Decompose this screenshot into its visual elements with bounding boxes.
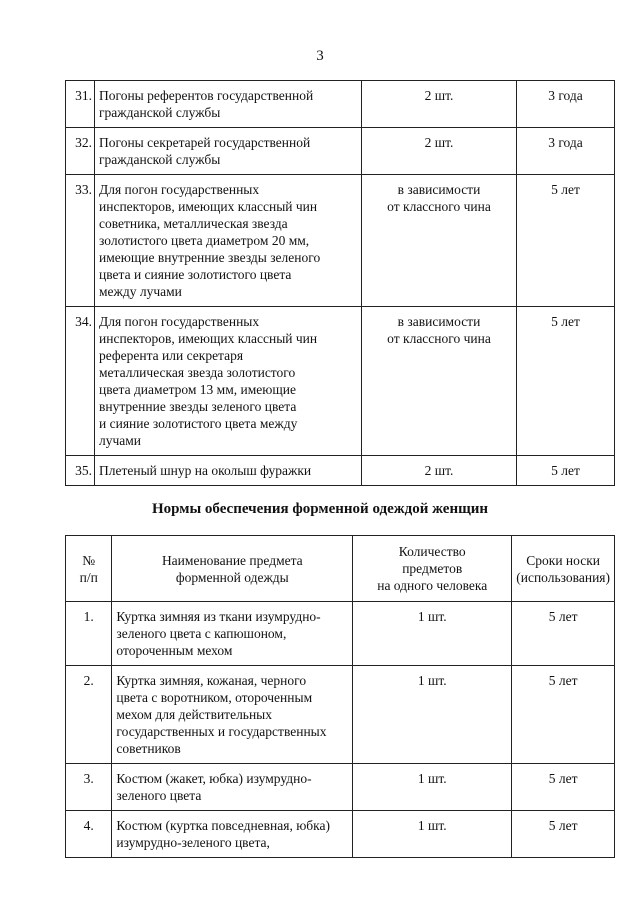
item-quantity-text: 2 шт. [424, 88, 454, 103]
header-number-text: № п/п [79, 552, 98, 585]
page-number: 3 [316, 48, 324, 64]
item-name [95, 175, 362, 307]
item-name-text: Костюм (куртка повседневная, юбка) изумрудно-зеленого цвета, [116, 818, 331, 850]
item-name-text: Погоны референтов государственной гражданской службы [99, 88, 314, 120]
row-number: 4. [66, 811, 112, 858]
item-quantity-text: в зависимости от классного чина [387, 314, 491, 346]
item-quantity: 1 шт. [353, 666, 512, 764]
item-name-text: Для погон государственных инспекторов, имеющих классный чин референта или секретаря металлическая звезда золотистого цвета диаметром 13 мм, имеющие внутренние звезды зеленого цвета и сияние золотистого цвета между лучами [99, 314, 318, 448]
header-name [112, 536, 353, 602]
header-term-text: Сроки носки (использования) [516, 552, 610, 585]
row-number: 31. [66, 81, 95, 128]
item-quantity-text: в зависимости от классного чина [387, 182, 491, 214]
header-quantity [353, 536, 512, 602]
row-number: 32. [66, 128, 95, 175]
item-name [95, 81, 362, 128]
item-quantity-text: 2 шт. [424, 135, 454, 150]
item-name [95, 456, 362, 486]
item-name-text: Куртка зимняя, кожаная, черного цвета с воротником, отороченным мехом для действительных государственных и государственных советников [116, 673, 327, 756]
table-row [66, 456, 615, 486]
table-row [66, 307, 615, 456]
item-name [95, 307, 362, 456]
item-quantity: 1 шт. [353, 602, 512, 666]
table-row [66, 602, 615, 666]
header-term [512, 536, 615, 602]
table-row [66, 811, 615, 858]
item-term: 5 лет [517, 307, 615, 456]
item-quantity [362, 456, 517, 486]
table-row [66, 764, 615, 811]
item-term: 5 лет [512, 666, 615, 764]
table-row [66, 175, 615, 307]
row-number: 34. [66, 307, 95, 456]
table-row [66, 81, 615, 128]
row-number: 33. [66, 175, 95, 307]
item-quantity [362, 307, 517, 456]
header-name-text: Наименование предмета форменной одежды [161, 552, 303, 585]
item-quantity [362, 81, 517, 128]
item-quantity: 1 шт. [353, 811, 512, 858]
item-quantity [362, 175, 517, 307]
item-term: 5 лет [517, 456, 615, 486]
section-heading: Нормы обеспечения форменной одеждой женщин [151, 501, 489, 517]
table-header-row [66, 536, 615, 602]
item-name-text: Костюм (жакет, юбка) изумрудно- зеленого цвета [116, 771, 312, 803]
item-name-text: Погоны секретарей государственной гражданской службы [99, 135, 311, 167]
row-number: 1. [66, 602, 112, 666]
uniform-insignia-table [65, 80, 615, 486]
row-number: 35. [66, 456, 95, 486]
item-term: 5 лет [512, 602, 615, 666]
item-name-text: Для погон государственных инспекторов, имеющих классный чин советника, металлическая звезда золотистого цвета диаметром 20 мм, имеющие внутренние звезды зеленого цвета и сияние золотистого цвета между лучами [99, 182, 321, 299]
item-name [95, 128, 362, 175]
item-name [112, 666, 353, 764]
item-quantity-text: 2 шт. [424, 463, 454, 478]
item-quantity: 1 шт. [353, 764, 512, 811]
header-number [66, 536, 112, 602]
table-row [66, 128, 615, 175]
item-term: 3 года [517, 128, 615, 175]
header-quantity-text: Количество предметов на одного человека [377, 544, 488, 593]
item-name-text: Плетеный шнур на околыш фуражки [99, 463, 312, 478]
item-name [112, 811, 353, 858]
row-number: 2. [66, 666, 112, 764]
item-term: 5 лет [517, 175, 615, 307]
item-name [112, 602, 353, 666]
row-number: 3. [66, 764, 112, 811]
item-term: 3 года [517, 81, 615, 128]
item-name [112, 764, 353, 811]
item-term: 5 лет [512, 764, 615, 811]
table-row [66, 666, 615, 764]
item-term: 5 лет [512, 811, 615, 858]
item-name-text: Куртка зимняя из ткани изумрудно- зеленого цвета с капюшоном, отороченным мехом [116, 609, 321, 658]
women-uniform-table [65, 535, 615, 858]
item-quantity [362, 128, 517, 175]
